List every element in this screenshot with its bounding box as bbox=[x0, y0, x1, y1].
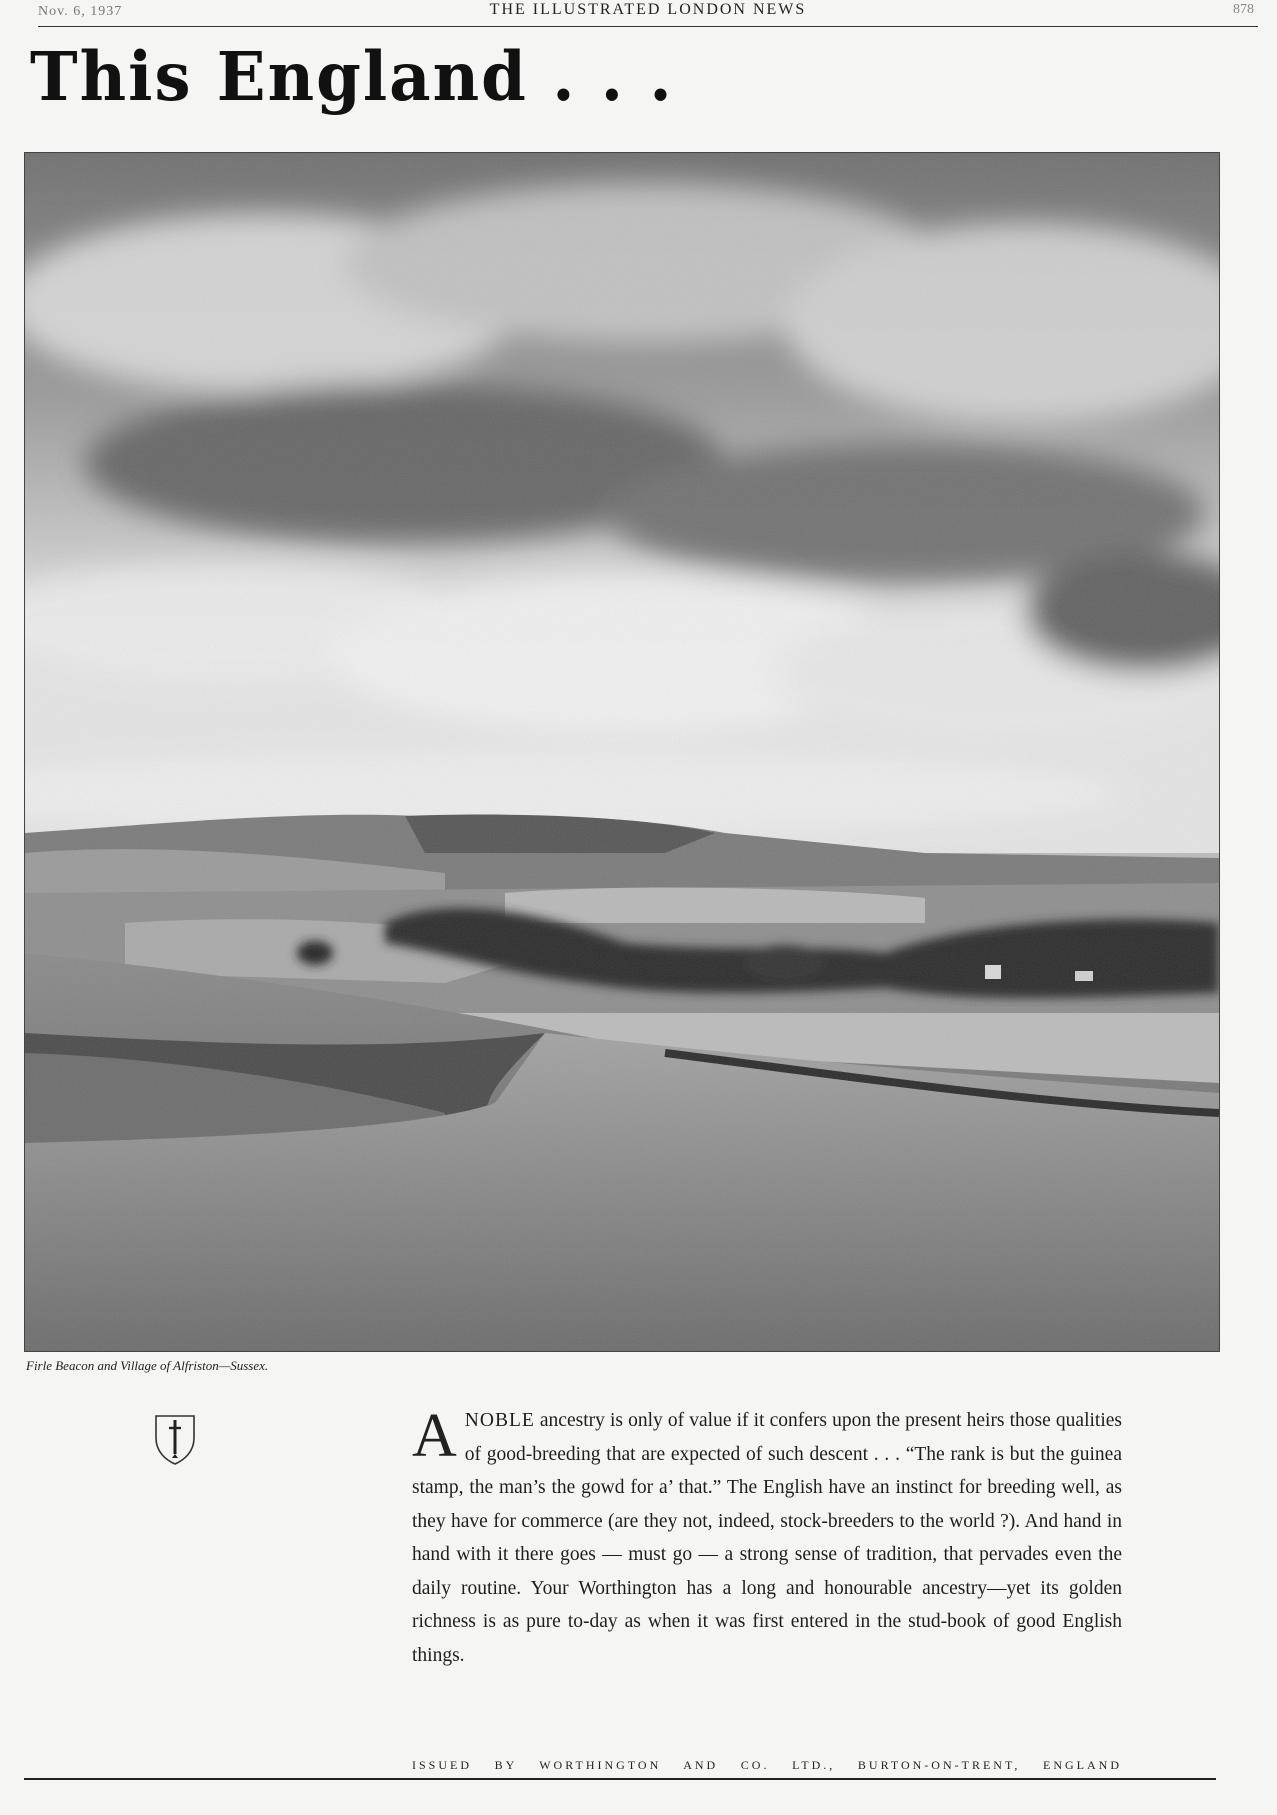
issue-date: Nov. 6, 1937 bbox=[38, 4, 123, 19]
publication-title: THE ILLUSTRATED LONDON NEWS bbox=[489, 1, 807, 18]
landscape-photo bbox=[24, 152, 1220, 1352]
landscape-illustration bbox=[25, 153, 1219, 1351]
issued-by-line: ISSUED BY WORTHINGTON AND CO. LTD., BURTON-ON-TRENT, ENGLAND bbox=[412, 1758, 1122, 1772]
bottom-rule bbox=[24, 1778, 1216, 1780]
page-number: 878 bbox=[1233, 2, 1254, 17]
drop-cap: A bbox=[412, 1402, 457, 1470]
advertisement-copy bbox=[412, 1404, 1122, 1672]
shield-dagger-icon bbox=[150, 1410, 200, 1466]
body-text: ancestry is only of value if it confers upon the present heirs those qualities of good-breeding that are expected of such descent . . . “The rank is but the guinea stamp, the man’s the gowd for a’ that.” The English have an instinct for breeding well, as they have for commerce (are they not, indeed, stock-breeders to the world ?). And hand in hand with it there goes — must go — a strong sense of tradition, that pervades even the daily routine. Your Worthington has a long and honourable ancestry—yet its golden richness is as pure to-day as when it was first entered in the stud-book of good English things. bbox=[412, 1410, 1122, 1666]
headline: This England . . . bbox=[30, 38, 674, 117]
lead-word: NOBLE bbox=[464, 1410, 535, 1431]
photo-caption: Firle Beacon and Village of Alfriston—Sussex. bbox=[26, 1358, 269, 1373]
running-header bbox=[38, 0, 1258, 27]
